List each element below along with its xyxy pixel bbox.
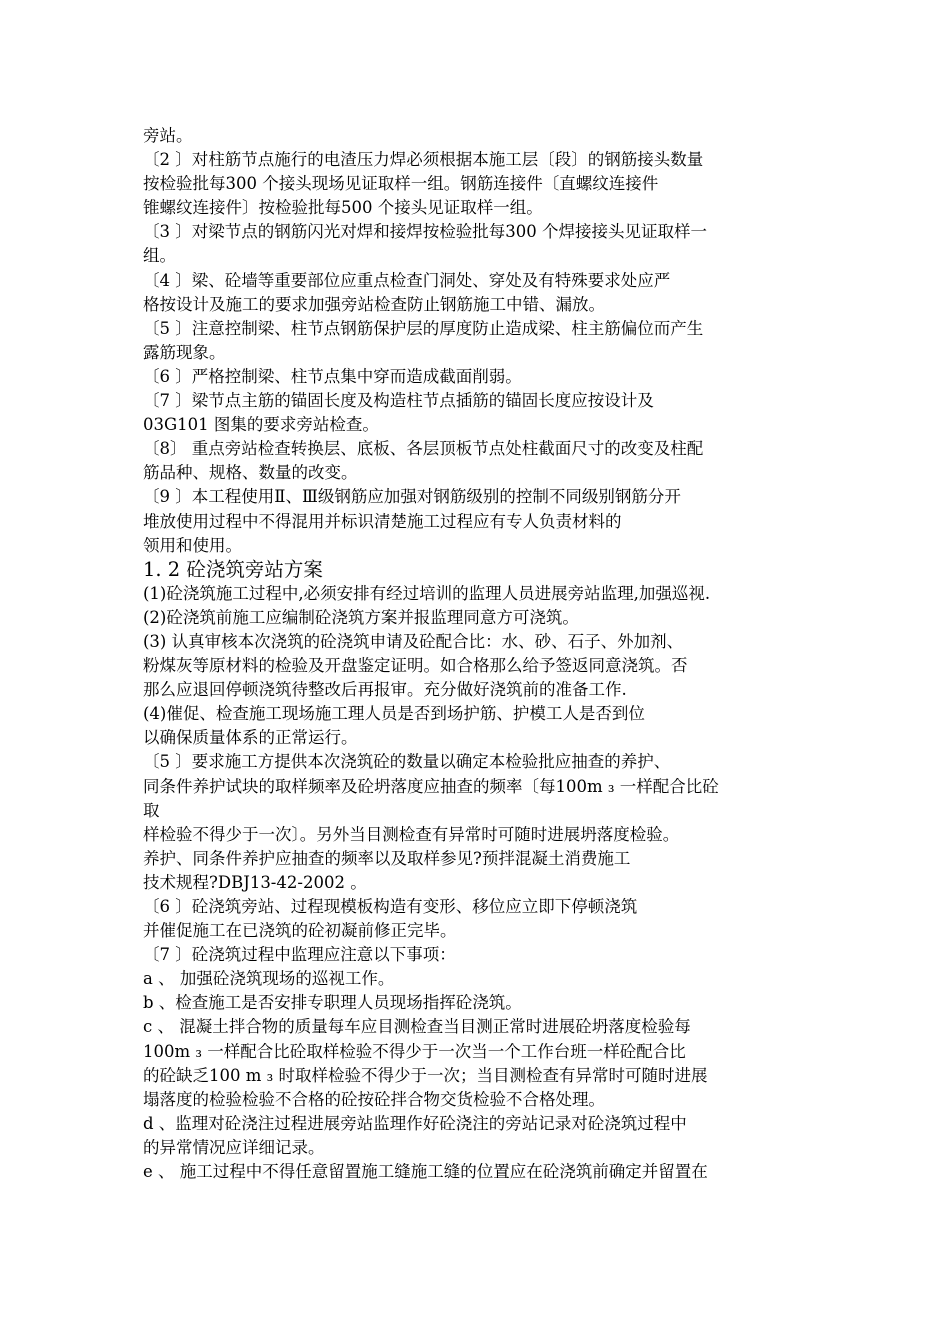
text-line: 组。: [143, 246, 176, 266]
text-line: 以确保质量体系的正常运行。: [143, 728, 358, 748]
text-line: 的异常情况应详细记录。: [143, 1137, 325, 1157]
text-line: 堆放使用过程中不得混用并标识清楚施工过程应有专人负责材料的: [143, 511, 622, 531]
text-line: 〔5 〕要求施工方提供本次浇筑砼的数量以确定本检验批应抽查的养护、: [143, 752, 671, 772]
text-line: 领用和使用。: [143, 535, 242, 555]
text-line: 养护、同条件养护应抽查的频率以及取样参见?预拌混凝土消费施工: [143, 848, 631, 868]
text-line: 〔5 〕注意控制梁、柱节点钢筋保护层的厚度防止造成梁、柱主筋偏位而产生: [143, 318, 704, 338]
text-line: 100m ₃ 一样配合比砼取样检验不得少于一次当一个工作台班一样砼配合比: [143, 1041, 686, 1061]
text-line: 样检验不得少于一次〕。另外当目测检查有异常时可随时进展坍落度检验。: [143, 824, 680, 844]
text-line: 筋品种、规格、数量的改变。: [143, 463, 358, 483]
document-body: [143, 124, 813, 1184]
text-line: b 、检查施工是否安排专职理人员现场指挥砼浇筑。: [143, 993, 522, 1013]
text-line: (4)催促、检查施工现场施工理人员是否到场护筋、护模工人是否到位: [143, 704, 645, 724]
text-line: (1)砼浇筑施工过程中,必须安排有经过培训的监理人员进展旁站监理,加强巡视.: [143, 583, 711, 603]
section-heading: 1. 2 砼浇筑旁站方案: [143, 557, 323, 581]
text-line: 旁站。: [143, 126, 193, 145]
text-line: 露筋现象。: [143, 342, 226, 362]
text-line: 〔4 〕梁、砼墙等重要部位应重点检查门洞处、穿处及有特殊要求处应严: [143, 270, 671, 290]
text-line: c 、 混凝土拌合物的质量每车应目测检查当目测正常时进展砼坍落度检验每: [143, 1017, 691, 1037]
text-line: 〔3 〕对梁节点的钢筋闪光对焊和接焊按检验批每300 个焊接接头见证取样一: [143, 222, 707, 242]
text-line: (2)砼浇筑前施工应编制砼浇筑方案并报监理同意方可浇筑。: [143, 607, 579, 627]
text-line: 同条件养护试块的取样频率及砼坍落度应抽查的频率〔每100m ₃ 一样配合比砼: [143, 776, 719, 796]
text-line: 〔2 〕对柱筋节点施行的电渣压力焊必须根据本施工层〔段〕的钢筋接头数量: [143, 150, 704, 170]
text-line: 塌落度的检验检验不合格的砼按砼拌合物交货检验不合格处理。: [143, 1089, 605, 1109]
text-line: 〔7 〕梁节点主筋的锚固长度及构造柱节点插筋的锚固长度应按设计及: [143, 391, 654, 411]
text-line: d 、监理对砼浇注过程进展旁站监理作好砼浇注的旁站记录对砼浇筑过程中: [143, 1113, 687, 1133]
text-line: 〔8〕 重点旁站检查转换层、底板、各层顶板节点处柱截面尺寸的改变及柱配: [143, 439, 704, 459]
text-line: 03G101 图集的要求旁站检查。: [143, 415, 379, 435]
text-line: 〔6 〕砼浇筑旁站、过程现模板构造有变形、移位应立即下停顿浇筑: [143, 897, 638, 916]
text-line: e 、 施工过程中不得任意留置施工缝施工缝的位置应在砼浇筑前确定并留置在: [143, 1162, 708, 1182]
text-line: 的砼缺乏100 m ₃ 时取样检验不得少于一次；当目测检查有异常时可随时进展: [143, 1065, 708, 1085]
text-line: 格按设计及施工的要求加强旁站检查防止钢筋施工中错、漏放。: [143, 294, 605, 314]
text-line: 按检验批每300 个接头现场见证取样一组。钢筋连接件〔直螺纹连接件: [143, 174, 659, 194]
text-line: 并催促施工在已浇筑的砼初凝前修正完毕。: [143, 921, 457, 941]
text-line: 〔7 〕砼浇筑过程中监理应注意以下事项：: [143, 945, 456, 965]
text-line: 取: [143, 800, 160, 820]
text-line: 那么应退回停顿浇筑待整改后再报审。充分做好浇筑前的准备工作.: [143, 680, 627, 700]
text-line: 〔9 〕本工程使用Ⅱ、Ⅲ级钢筋应加强对钢筋级别的控制不同级别钢筋分开: [143, 487, 681, 507]
text-line: 〔6 〕严格控制梁、柱节点集中穿而造成截面削弱。: [143, 366, 522, 386]
text-line: 粉煤灰等原材料的检验及开盘鉴定证明。如合格那么给予签返同意浇筑。否: [143, 656, 688, 676]
text-line: a 、 加强砼浇筑现场的巡视工作。: [143, 969, 395, 989]
text-line: (3) 认真审核本次浇筑的砼浇筑申请及砼配合比：水、砂、石子、外加剂、: [143, 631, 684, 651]
text-line: 技术规程?DBJ13-42-2002 。: [143, 872, 367, 892]
text-line: 锥螺纹连接件〕按检验批每500 个接头见证取样一组。: [143, 198, 543, 218]
